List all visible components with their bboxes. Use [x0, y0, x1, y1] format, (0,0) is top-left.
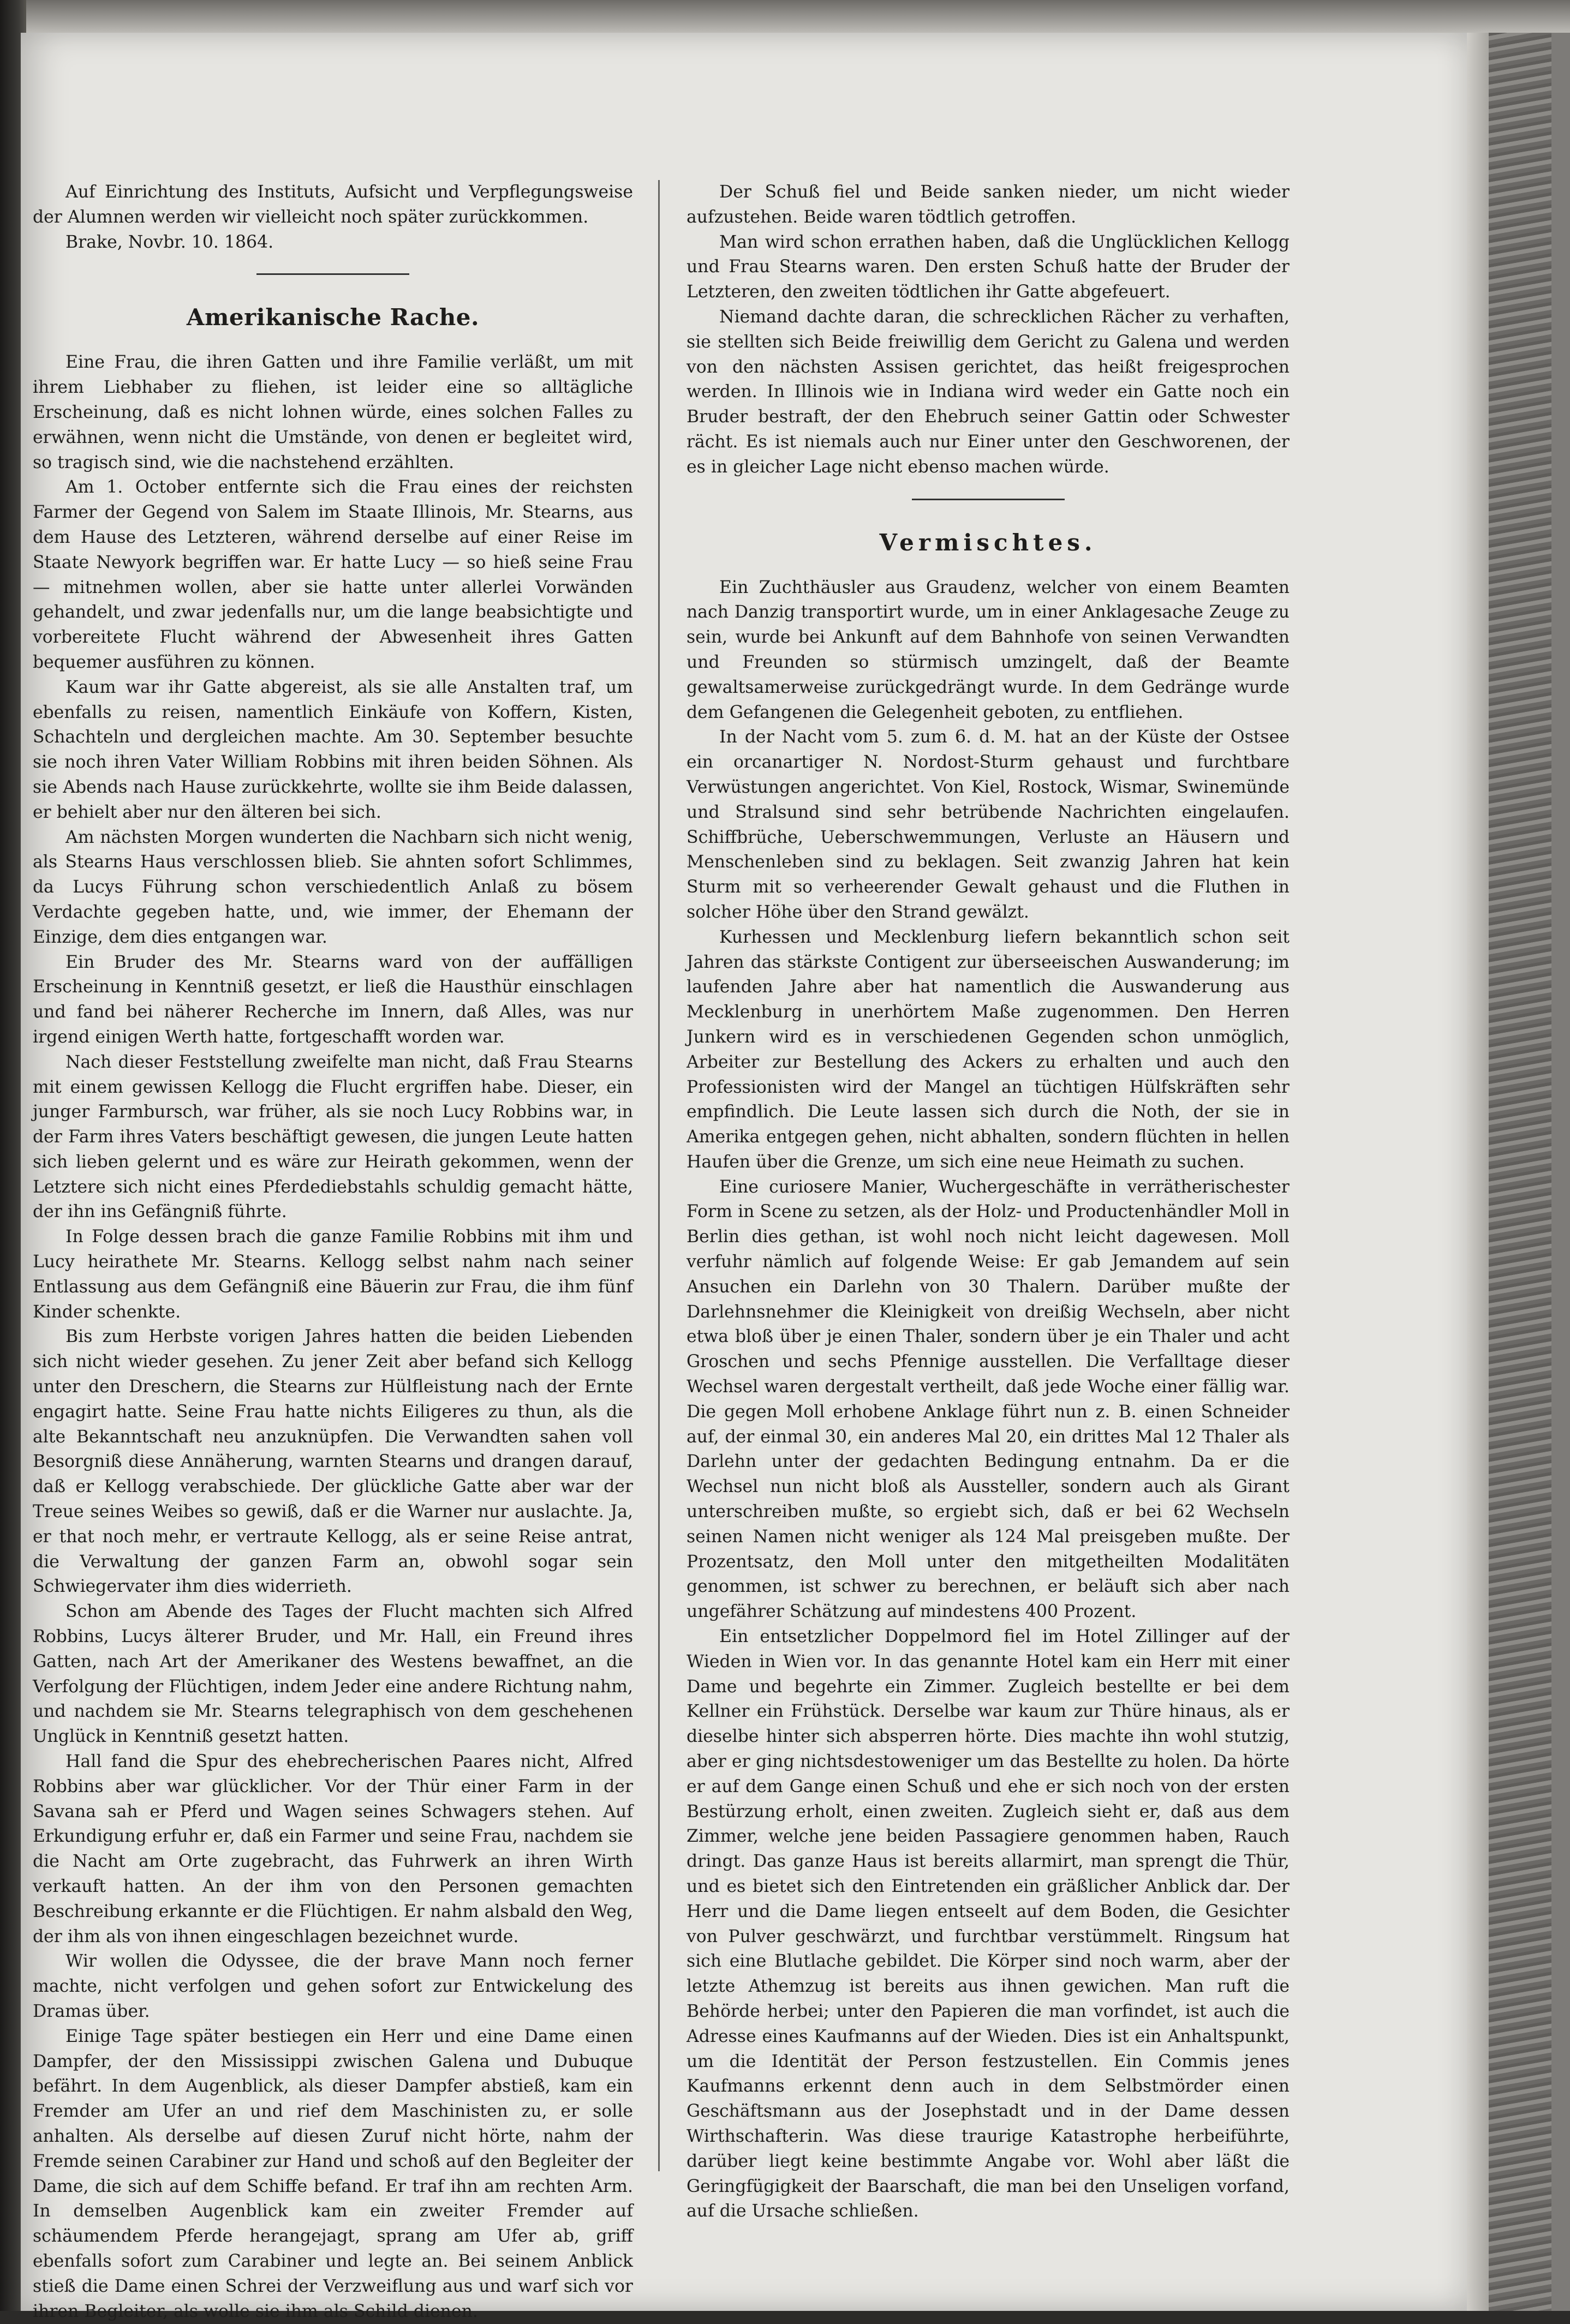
article-paragraph: Ein Bruder des Mr. Stearns ward von der auffälligen Erscheinung in Kenntniß gesetzt, er ließ die Hausthür einschlagen und fand bei näherer Recherche im Innern, daß Alles, was nur irgend einigen Werth hatte, fortgeschafft worden war.: [33, 952, 633, 1047]
section-title: Vermischtes.: [879, 529, 1097, 556]
dateline: Brake, Novbr. 10. 1864.: [65, 232, 274, 252]
right-column: [686, 180, 1290, 2224]
article-paragraph: In Folge dessen brach die ganze Familie Robbins mit ihm und Lucy heirathete Mr. Stearns. Kellogg selbst nahm nach seiner Entlassung aus dem Gefängniß eine Bäuerin zur Frau, die ihm fünf Kinder schenkte.: [33, 1227, 633, 1322]
left-column: [33, 180, 633, 2324]
column-divider: [658, 180, 660, 2171]
section-rule: [256, 273, 409, 275]
article-paragraph: Kaum war ihr Gatte abgereist, als sie alle Anstalten traf, um ebenfalls zu reisen, namentlich Einkäufe von Koffern, Kisten, Schachteln und dergleichen machte. Am 30. September besuchte sie noch ihren Vater William Robbins mit ihren beiden Söhnen. Als sie Abends nach Hause zurückkehrte, wollte sie ihm Beide dalassen, er behielt aber nur den älteren bei sich.: [33, 677, 633, 822]
news-paragraph: In der Nacht vom 5. zum 6. d. M. hat an der Küste der Ostsee ein orcanartiger N. Nordost-Sturm gehaust und furchtbare Verwüstungen angerichtet. Von Kiel, Rostock, Wismar, Swinemünde und Stralsund sind sehr betrübende Nachrichten eingelaufen. Schiffbrüche, Ueberschwemmungen, Verluste an Häusern und Menschenleben sind zu beklagen. Seit zwanzig Jahren hat kein Sturm mit so verheerender Gewalt gehaust und die Fluthen in solcher Höhe über den Strand gewälzt.: [686, 727, 1290, 922]
newspaper-page: [21, 33, 1467, 2321]
section-rule: [912, 499, 1065, 500]
news-paragraph: Eine curiosere Manier, Wuchergeschäfte in verrätherischester Form in Scene zu setzen, als der Holz- und Productenhändler Moll in Berlin dies gethan, ist wohl noch nicht leicht dagewesen. Moll verfuhr nämlich auf folgende Weise: Er gab Jemandem auf sein Ansuchen ein Darlehn von 30 Thalern. Darüber mußte der Darlehnsnehmer die Kleinigkeit von dreißig Wechseln, aber nicht etwa bloß über je einen Thaler, sondern über je ein Thaler und acht Groschen und sechs Pfennige ausstellen. Die Verfalltage dieser Wechsel waren dergestalt vertheilt, daß jede Woche einer fällig war. Die gegen Moll erhobene Anklage führt nun z. B. einen Schneider auf, der einmal 30, ein anderes Mal 20, ein drittes Mal 12 Thaler als Darlehn unter der gedachten Bedingung entnahm. Da er die Wechsel nun nicht bloß als Aussteller, sondern auch als Girant unterschreiben mußte, so ergiebt sich, daß er bei 62 Wechseln seinen Namen nicht weniger als 124 Mal preisgeben mußte. Der Prozentsatz, den Moll unter den mitgetheilten Modalitäten genommen, ist schwer zu berechnen, er beläuft sich aber nach ungefährer Schätzung auf mindestens 400 Prozent.: [686, 1177, 1290, 1622]
intro-paragraph: Auf Einrichtung des Instituts, Aufsicht und Verpflegungsweise der Alumnen werden wir vielleicht noch später zurückkommen.: [33, 182, 633, 227]
article-paragraph: Hall fand die Spur des ehebrecherischen Paares nicht, Alfred Robbins aber war glücklicher. Vor der Thür einer Farm in der Savana sah er Pferd und Wagen seines Schwagers stehen. Auf Erkundigung erfuhr er, daß ein Farmer und seine Frau, nachdem sie die Nacht am Orte zugebracht, das Fuhrwerk an ihren Wirth verkauft hatten. An der ihm von den Personen gemachten Beschreibung erkannte er die Flüchtigen. Er nahm alsbald den Weg, der ihm als von ihnen eingeschlagen bezeichnet wurde.: [33, 1752, 633, 1946]
article-paragraph: Man wird schon errathen haben, daß die Unglücklichen Kellogg und Frau Stearns waren. Den ersten Schuß hatte der Bruder der Letzteren, den zweiten tödtlichen ihr Gatte abgefeuert.: [686, 232, 1290, 302]
article-title: Amerikanische Rache.: [186, 304, 480, 331]
article-paragraph: Am nächsten Morgen wunderten die Nachbarn sich nicht wenig, als Stearns Haus verschlossen blieb. Sie ahnten sofort Schlimmes, da Lucys Führung schon verschiedentlich Anlaß zu bösem Verdachte gegeben hatte, und, wie immer, der Ehemann der Einzige, dem dies entgangen war.: [33, 827, 633, 947]
book-cover-edge: [1467, 33, 1570, 2311]
article-paragraph: Der Schuß fiel und Beide sanken nieder, um nicht wieder aufzustehen. Beide waren tödtlich getroffen.: [686, 182, 1290, 227]
article-paragraph: Wir wollen die Odyssee, die der brave Mann noch ferner machte, nicht verfolgen und gehen sofort zur Entwickelung des Dramas über.: [33, 1951, 633, 2021]
news-paragraph: Ein Zuchthäusler aus Graudenz, welcher von einem Beamten nach Danzig transportirt wurde, um in einer Anklagesache Zeuge zu sein, wurde bei Ankunft auf dem Bahnhofe von seinen Verwandten und Freunden so stürmisch umzingelt, daß der Beamte gewaltsamerweise zurückgedrängt wurde. In dem Gedränge wurde dem Gefangenen die Gelegenheit geboten, zu entfliehen.: [686, 577, 1290, 722]
article-paragraph: Eine Frau, die ihren Gatten und ihre Familie verläßt, um mit ihrem Liebhaber zu fliehen, ist leider eine so alltägliche Erscheinung, daß es nicht lohnen würde, eines solchen Falles zu erwähnen, wenn nicht die Umstände, von denen er begleitet wird, so tragisch sind, wie die nachstehend erzählten.: [33, 352, 633, 472]
page-stack-edge: [1467, 33, 1489, 2311]
article-paragraph: Nach dieser Feststellung zweifelte man nicht, daß Frau Stearns mit einem gewissen Kellogg die Flucht ergriffen habe. Dieser, ein junger Farmbursch, war früher, als sie noch Lucy Robbins war, in der Farm ihres Vaters beschäftigt gewesen, die jungen Leute hatten sich lieben gelernt und es wäre zur Heirath gekommen, wenn der Letztere sich nicht eines Pferdediebstahls schuldig gemacht hätte, der ihn ins Gefängniß führte.: [33, 1052, 633, 1222]
article-paragraph: Schon am Abende des Tages der Flucht machten sich Alfred Robbins, Lucys älterer Bruder, und Mr. Hall, ein Freund ihres Gatten, nach Art der Amerikaner des Westens bewaffnet, an die Verfolgung der Flüchtigen, indem Jeder eine andere Richtung nahm, und nachdem sie Mr. Stearns telegraphisch von dem geschehenen Unglück in Kenntniß gesetzt hatten.: [33, 1602, 633, 1747]
marbled-cover: [1489, 33, 1551, 2311]
news-paragraph: Ein entsetzlicher Doppelmord fiel im Hotel Zillinger auf der Wieden in Wien vor. In das genannte Hotel kam ein Herr mit einer Dame und begehrte ein Zimmer. Zugleich bestellte er bei dem Kellner ein Frühstück. Derselbe war kaum zur Thüre hinaus, als er dieselbe hinter sich absperren hörte. Dies machte ihn wohl stutzig, aber er ging nichtsdestoweniger um das Bestellte zu holen. Da hörte er auf dem Gange einen Schuß und ehe er sich noch von der ersten Bestürzung erholt, einen zweiten. Zugleich sieht er, daß aus dem Zimmer, welche jene beiden Passagiere genommen haben, Rauch dringt. Das ganze Haus ist bereits allarmirt, man sprengt die Thür, und es bietet sich den Eintretenden ein gräßlicher Anblick dar. Der Herr und die Dame liegen entseelt auf dem Boden, die Gesichter von Pulver geschwärzt, und furchtbar verstümmelt. Ringsum hat sich eine Blutlache gebildet. Die Körper sind noch warm, aber der letzte Athemzug ist bereits aus ihnen gewichen. Man ruft die Behörde herbei; unter den Papieren die man vorfindet, ist auch die Adresse eines Kaufmanns auf der Wieden. Dies ist ein Anhaltspunkt, um die Identität der Person festzustellen. Ein Commis jenes Kaufmanns erkennt denn auch in dem Selbstmörder einen Geschäftsmann aus der Josephstadt und in der Dame dessen Wirthschafterin. Was diese traurige Katastrophe herbeiführte, darüber liegt keine bestimmte Angabe vor. Wohl aber läßt die Geringfügigkeit der Baarschaft, die man bei den Unseligen vorfand, auf die Ursache schließen.: [686, 1627, 1290, 2221]
article-paragraph: Niemand dachte daran, die schrecklichen Rächer zu verhaften, sie stellten sich Beide freiwillig dem Gericht zu Galena und werden von den nächsten Assisen gerichtet, das heißt freigesprochen werden. In Illinois wie in Indiana wird weder ein Gatte noch ein Bruder bestraft, der den Ehebruch seiner Gattin oder Schwester rächt. Es ist niemals auch nur Einer unter den Geschworenen, der es in gleicher Lage nicht ebenso machen würde.: [686, 307, 1290, 477]
article-paragraph: Bis zum Herbste vorigen Jahres hatten die beiden Liebenden sich nicht wieder gesehen. Zu jener Zeit aber befand sich Kellogg unter den Dreschern, die Stearns zur Hülfleistung nach der Ernte engagirt hatte. Seine Frau hatte nichts Eiligeres zu thun, als die alte Bekanntschaft neu anzuknüpfen. Die Verwandten sahen voll Besorgniß diese Annäherung, warnten Stearns und drangen darauf, daß er Kellogg verabschiede. Der glückliche Gatte aber war der Treue seines Weibes so gewiß, daß er die Warner nur auslachte. Ja, er that noch mehr, er vertraute Kellogg, als er seine Reise antrat, die Verwaltung der ganzen Farm an, obwohl sogar sein Schwiegervater ihm dies widerrieth.: [33, 1327, 633, 1597]
article-paragraph: Einige Tage später bestiegen ein Herr und eine Dame einen Dampfer, der den Mississippi zwischen Galena und Dubuque befährt. In dem Augenblick, als dieser Dampfer abstieß, kam ein Fremder am Ufer an und rief dem Maschinisten zu, er solle anhalten. Als derselbe auf diesen Zuruf nicht hörte, nahm der Fremde seinen Carabiner zur Hand und schoß auf den Begleiter der Dame, die sich auf dem Schiffe befand. Er traf ihn am rechten Arm. In demselben Augenblick kam ein zweiter Fremder auf schäumendem Pferde herangejagt, sprang am Ufer ab, griff ebenfalls sofort zum Carabiner und legte an. Bei seinem Anblick stieß die Dame einen Schrei der Verzweiflung aus und warf sich vor ihren Begleiter, als wolle sie ihm als Schild dienen.: [33, 2026, 633, 2321]
news-paragraph: Kurhessen und Mecklenburg liefern bekanntlich schon seit Jahren das stärkste Contigent zur überseeischen Auswanderung; im laufenden Jahre aber hat namentlich die Auswanderung aus Mecklenburg in unerhörtem Maße zugenommen. Den Herren Junkern wird es in verschiedenen Gegenden schon unmöglich, Arbeiter zur Bestellung des Ackers zu erhalten und auch den Professionisten wird der Mangel an tüchtigen Hülfskräften sehr empfindlich. Die Leute lassen sich durch die Noth, der sie in Amerika entgegen gehen, nicht abhalten, sondern flüchten in hellen Haufen über die Grenze, um sich eine neue Heimath zu suchen.: [686, 927, 1290, 1172]
article-paragraph: Am 1. October entfernte sich die Frau eines der reichsten Farmer der Gegend von Salem im Staate Illinois, Mr. Stearns, aus dem Hause des Letzteren, während derselbe auf einer Reise im Staate Newyork begriffen war. Er hatte Lucy — so hieß seine Frau — mitnehmen wollen, aber sie hatte unter allerlei Vorwänden gehandelt, und zwar jedenfalls nur, um die lange beabsichtigte und vorbereitete Flucht während der Abwesenheit ihres Gatten bequemer ausführen zu können.: [33, 477, 633, 672]
